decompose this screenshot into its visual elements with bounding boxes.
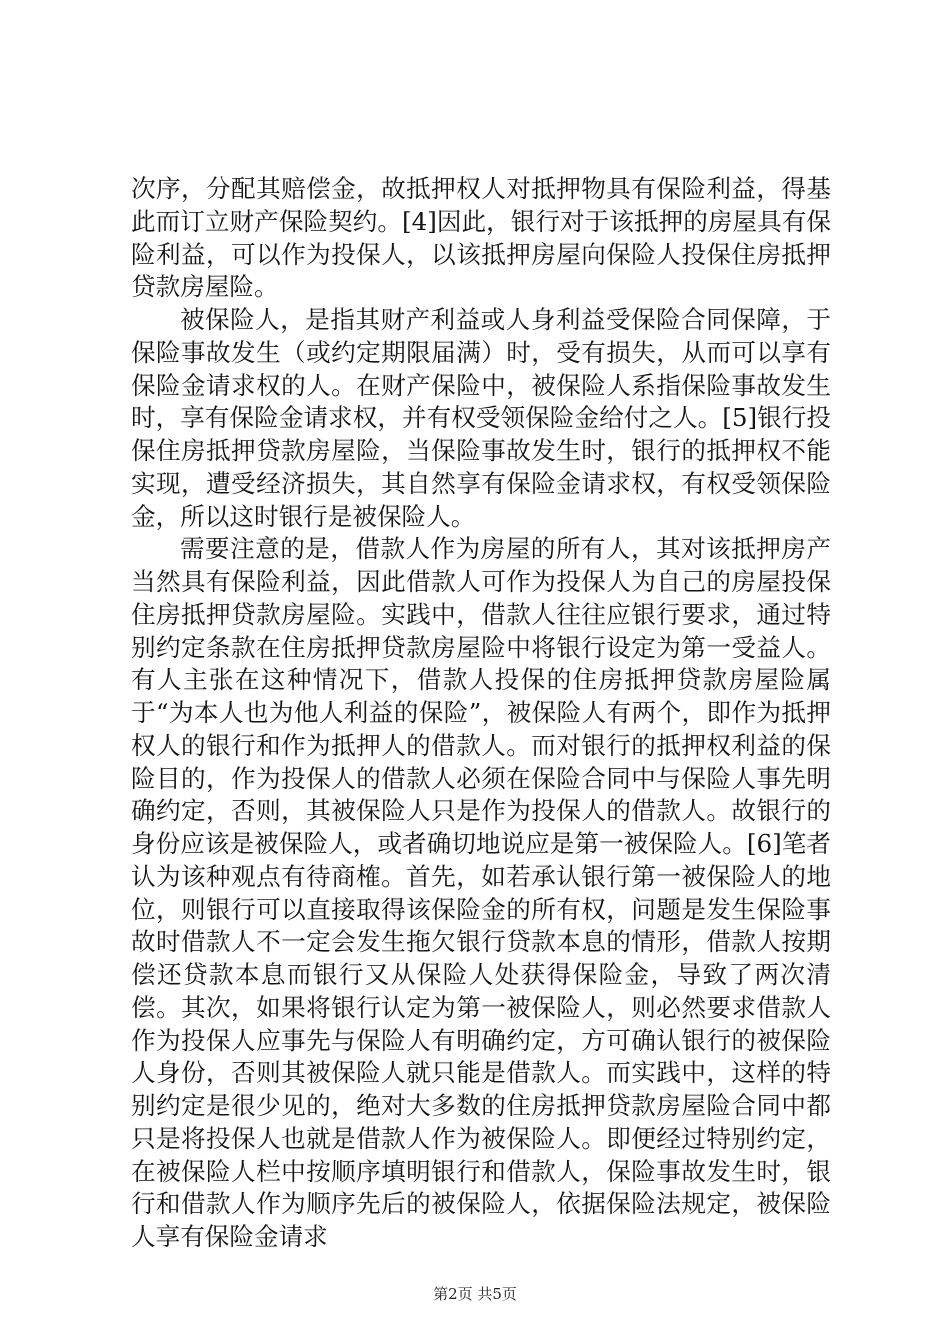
paragraph-3: 需要注意的是，借款人作为房屋的所有人，其对该抵押房产当然具有保险利益，因此借款人可作为投保人为自己的房屋投保住房抵押贷款房屋险。实践中，借款人往往应银行要求，通过特别约定条款在住房抵押贷款房屋险中将银行设定为第一受益人。有人主张在这种情况下，借款人投保的住房抵押贷款房屋险属于“为本人也为他人利益的保险”，被保险人有两个，即作为抵押权人的银行和作为抵押人的借款人。而对银行的抵押权利益的保险目的，作为投保人的借款人必须在保险合同中与保险人事先明确约定，否则，其被保险人只是作为投保人的借款人。故银行的身份应该是被保险人，或者确切地说应是第一被保险人。[6]笔者认为该种观点有待商榷。首先，如若承认银行第一被保险人的地位，则银行可以直接取得该保险金的所有权，问题是发生保险事故时借款人不一定会发生拖欠银行贷款本息的情形，借款人按期偿还贷款本息而银行又从保险人处获得保险金，导致了两次清偿。其次，如果将银行认定为第一被保险人，则必然要求借款人作为投保人应事先与保险人有明确约定，方可确认银行的被保险人身份，否则其被保险人就只能是借款人。而实践中，这样的特别约定是很少见的，绝对大多数的住房抵押贷款房屋险合同中都只是将投保人也就是借款人作为被保险人。即便经过特别约定，在被保险人栏中按顺序填明银行和借款人，保险事故发生时，银行和借款人作为顺序先后的被保险人，依据保险法规定，被保险人享有保险金请求 [131,534,831,1251]
page-number-footer: 第2页 共5页 [433,1285,517,1303]
paragraph-2: 被保险人，是指其财产利益或人身利益受保险合同保障，于保险事故发生（或约定期限届满）时，受有损失，从而可以享有保险金请求权的人。在财产保险中，被保险人系指保险事故发生时，享有保险金请求权，并有权受领保险金给付之人。[5]银行投保住房抵押贷款房屋险，当保险事故发生时，银行的抵押权不能实现，遭受经济损失，其自然享有保险金请求权，有权受领保险金，所以这时银行是被保险人。 [131,305,831,531]
body-text [131,173,831,1254]
paragraph-1: 次序，分配其赔偿金，故抵押权人对抵押物具有保险利益，得基此而订立财产保险契约。[4]因此，银行对于该抵押的房屋具有保险利益，可以作为投保人，以该抵押房屋向保险人投保住房抵押贷款房屋险。 [131,174,831,302]
